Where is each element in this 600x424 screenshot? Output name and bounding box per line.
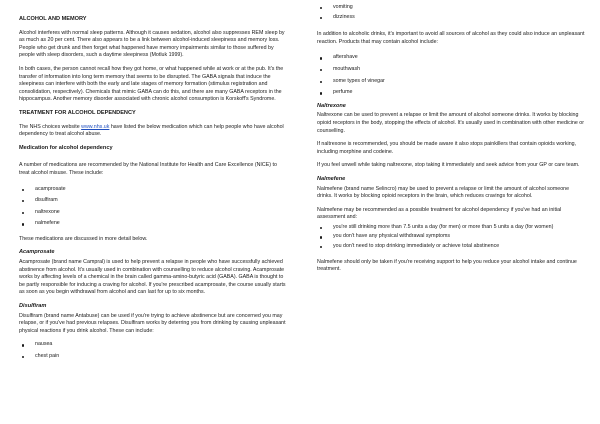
list-item: acamprosate (19, 186, 287, 194)
medication-intro: A number of medications are recommended by the National Institute for Health and Care Excellence (NICE) to treat alcohol misuse. These include: (19, 162, 277, 176)
disulfiram-paragraph: Disulfiram (brand name Antabuse) can be used if you're trying to achieve abstinence but are concerned you may relapse, or if you've had previous relapses. Disulfiram works by deterring you from drinking by causing unpleasant physical reactions if you drink alcohol. These can include: (19, 312, 286, 334)
disulfiram-heading: Disulfiram (19, 303, 47, 310)
list-item: you don't have any physical withdrawal symptoms (317, 233, 585, 241)
products-list (317, 54, 585, 96)
avoid-paragraph: In addition to alcoholic drinks, it's important to avoid all sources of alcohol as they could also induce an unpleasant reaction. Products that may contain alcohol include: (317, 31, 585, 45)
nalmefene-recommend: Nalmefene may be recommended as a possible treatment for alcohol dependency if you've had an initial assessment and: (317, 206, 562, 221)
nalmefene-paragraph: Nalmefene (brand name Selincro) may be used to prevent a relapse or limit the amount of alcohol someone drinks. It works by blocking opioid receptors in the brain, which reduces cravings for alcohol. (317, 185, 570, 200)
reactions-list (19, 341, 287, 360)
discussed-paragraph: These medications are discussed in more detail below. (19, 235, 148, 242)
list-item: dizziness (317, 14, 585, 22)
medication-heading: Medication for alcohol dependency (19, 144, 113, 151)
list-item: aftershave (317, 54, 585, 62)
naltrexone-warning: If naltrexone is recommended, you should be made aware it also stops painkillers that contain opioids working, including morphine and codeine. (317, 141, 577, 155)
nhs-text-start: The NHS choices website (19, 123, 82, 130)
nhs-text-end: have listed the below medication which can help people who have alcohol dependency to treat alcohol abuse. (19, 123, 284, 138)
alcohol-memory-heading: ALCOHOL AND MEMORY (19, 16, 87, 22)
list-item: disulfiram (19, 197, 287, 205)
medication-list (19, 186, 287, 228)
list-item: mouthwash (317, 66, 585, 74)
criteria-list (317, 224, 585, 251)
naltrexone-unwell: If you feel unwell while taking naltrexone, stop taking it immediately and seek advice from your GP or care team. (317, 162, 580, 169)
list-item: you don't need to stop drinking immediately or achieve total abstinence (317, 243, 585, 251)
list-item: nausea (19, 341, 287, 349)
naltrexone-paragraph: Naltrexone can be used to prevent a relapse or limit the amount of alcohol someone drinks. It works by blocking opioid receptors in the body, stopping the effects of alcohol. It's usually used in combination with other medicine or counselling. (317, 112, 584, 134)
list-item: naltrexone (19, 209, 287, 217)
list-item: chest pain (19, 353, 287, 361)
nhs-paragraph (19, 124, 287, 139)
left-column (19, 16, 287, 365)
treatment-heading: TREATMENT FOR ALCOHOL DEPENDENCY (19, 109, 136, 116)
list-item: you're still drinking more than 7.5 units a day (for men) or more than 5 units a day (for women) (317, 224, 585, 232)
acamprosate-paragraph: Acamprosate (brand name Campral) is used to help prevent a relapse in people who have successfully achieved abstinence from alcohol. It's usually used in combination with counselling to reduce alcohol craving. Acamprosate works by affecting levels of a chemical in the brain called gamma-amino-butyric acid (GABA). GABA is thought to be partly responsible for inducing a craving for alcohol. If you're prescribed acamprosate, the course usually starts as soon as you begin withdrawal from alcohol and can last for up to six months. (19, 259, 286, 296)
list-item: perfume (317, 89, 585, 97)
right-column (317, 4, 585, 280)
list-item: some types of vinegar (317, 78, 585, 86)
naltrexone-heading: Naltrexone (317, 102, 346, 109)
nalmefene-heading: Nalmefene (317, 175, 346, 182)
list-item: nalmefene (19, 220, 287, 228)
list-item: vomiting (317, 4, 585, 12)
sleep-paragraph: Alcohol interferes with normal sleep patterns. Although it causes sedation, alcohol also suppresses REM sleep by as much as 20 per cent. There also appears to be a link between alcohol-induced sleepiness and memory loss. People who get drunk and then forget what happened have memory impairments similar to those suffered by people with sleep disorders, such a daytime sleepiness (Motluk 1999). (19, 29, 285, 59)
memory-paragraph: In both cases, the person cannot recall how they got home, or what happened while at work or at the pub. It's the transfer of information into long term memory that seems to be disrupted. The GABA signals that induce the sleepiness can interfere with both the early and late stages of memory formation (stimulus registration and consolidation, respectively). Chemicals that mimic GABA can do this, and there are many GABA receptors in the hippocampus. Another memory disorder associated with chronic alcohol consumption is Korskoff's Syndrome. (19, 65, 284, 103)
acamprosate-heading: Acamprosate (19, 249, 55, 256)
reactions-list-continued (317, 4, 585, 21)
nalmefene-support: Nalmefene should only be taken if you're receiving support to help you reduce your alcohol intake and continue treatment. (317, 258, 577, 273)
nhs-link[interactable]: www.nhs.uk (81, 123, 110, 130)
